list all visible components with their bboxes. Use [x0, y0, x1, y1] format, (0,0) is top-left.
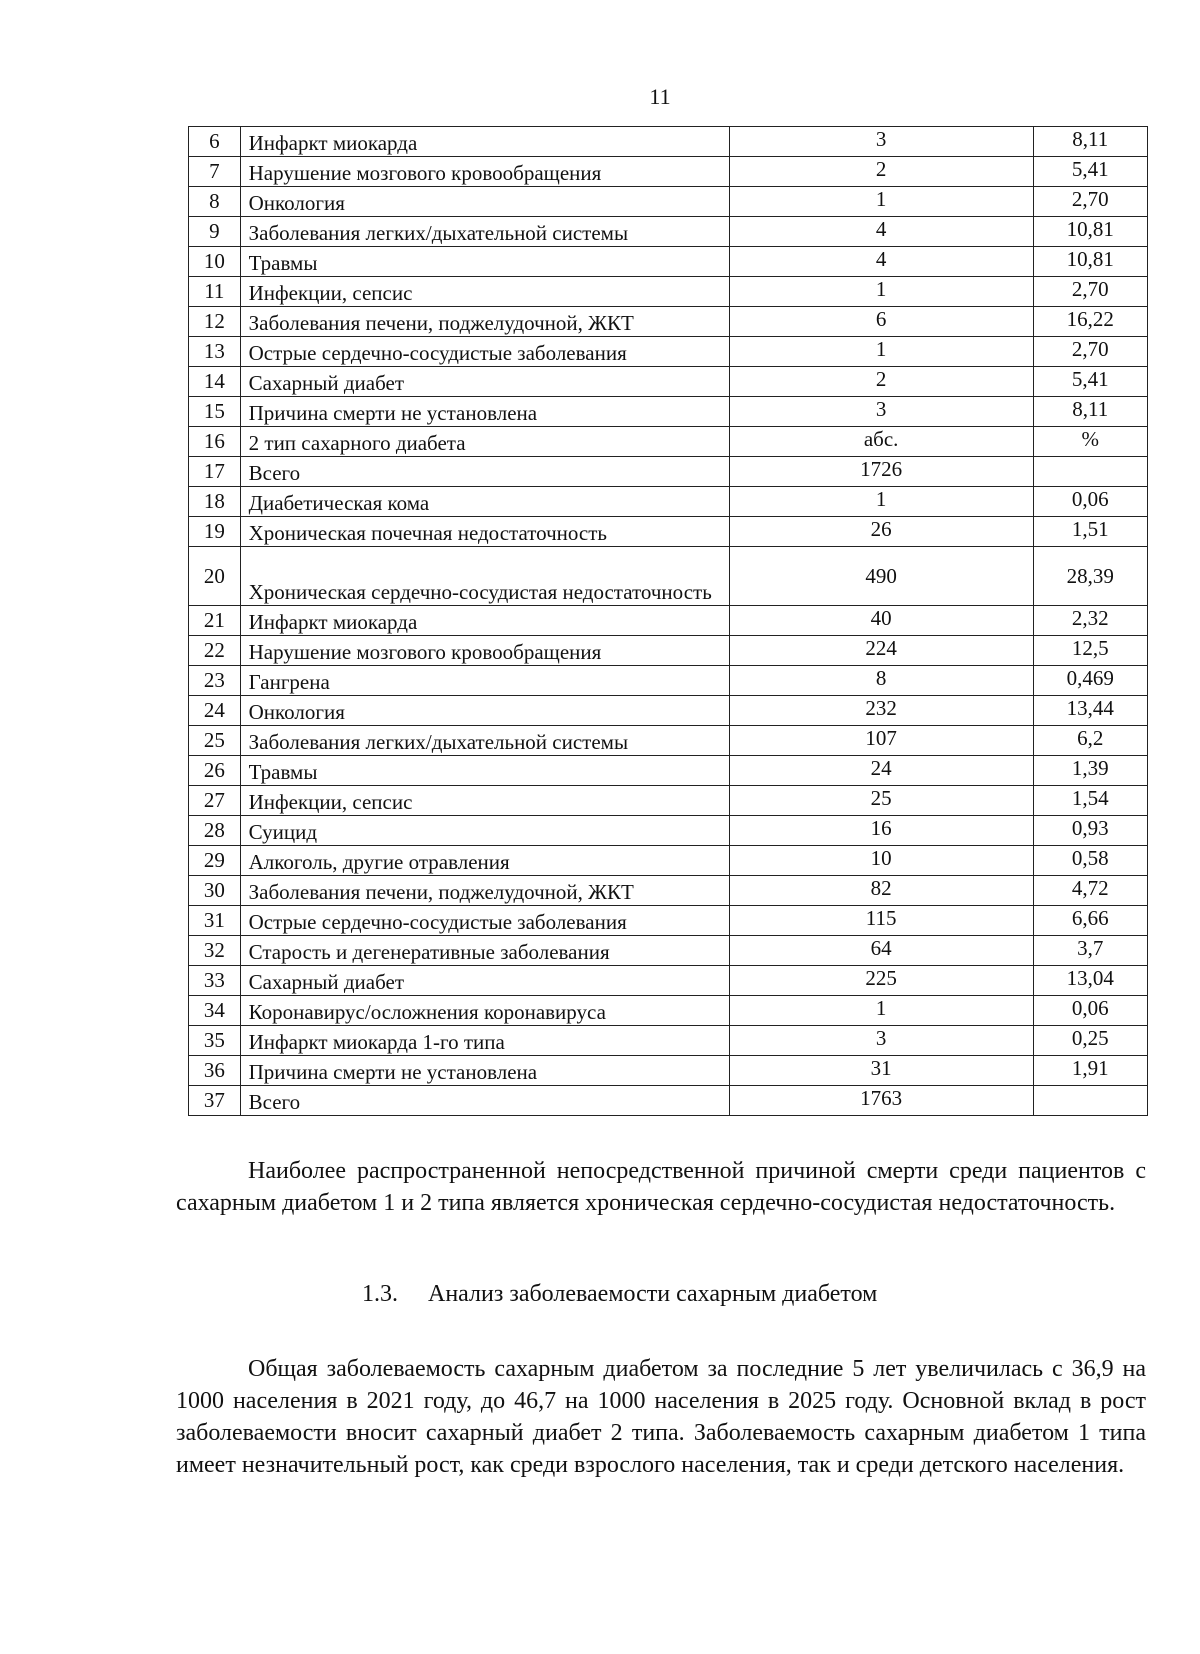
percent-value: 16,22 [1033, 307, 1147, 337]
absolute-value: 3 [729, 397, 1033, 427]
absolute-value: 64 [729, 936, 1033, 966]
table-row [189, 427, 1148, 457]
absolute-value: 225 [729, 966, 1033, 996]
row-number: 11 [189, 277, 241, 307]
absolute-value: 82 [729, 876, 1033, 906]
absolute-value: 16 [729, 816, 1033, 846]
cause-name: Коронавирус/осложнения коронавируса [240, 996, 729, 1026]
row-number: 17 [189, 457, 241, 487]
table-row [189, 277, 1148, 307]
row-number: 9 [189, 217, 241, 247]
cause-name: Острые сердечно-сосудистые заболевания [240, 906, 729, 936]
row-number: 31 [189, 906, 241, 936]
cause-name: Причина смерти не установлена [240, 397, 729, 427]
row-number: 23 [189, 666, 241, 696]
percent-value: 0,93 [1033, 816, 1147, 846]
cause-name: Травмы [240, 247, 729, 277]
cause-name: Старость и дегенеративные заболевания [240, 936, 729, 966]
table-row [189, 247, 1148, 277]
summary-paragraph: Наиболее распространенной непосредственной причиной смерти среди пациентов с сахарным диабетом 1 и 2 типа является хроническая сердечно-сосудистая недостаточность. [176, 1158, 1146, 1216]
percent-value: 10,81 [1033, 247, 1147, 277]
percent-value [1033, 1086, 1147, 1116]
row-number: 20 [189, 547, 241, 606]
absolute-value: 1 [729, 277, 1033, 307]
percent-value: 8,11 [1033, 127, 1147, 157]
table-row [189, 936, 1148, 966]
percent-value: 0,58 [1033, 846, 1147, 876]
row-number: 6 [189, 127, 241, 157]
cause-name: Заболевания легких/дыхательной системы [240, 217, 729, 247]
row-number: 16 [189, 427, 241, 457]
percent-value: 3,7 [1033, 936, 1147, 966]
cause-name: Инфаркт миокарда 1-го типа [240, 1026, 729, 1056]
absolute-value: 4 [729, 247, 1033, 277]
cause-name: Сахарный диабет [240, 966, 729, 996]
table-row [189, 996, 1148, 1026]
row-number: 8 [189, 187, 241, 217]
row-number: 7 [189, 157, 241, 187]
table-row [189, 756, 1148, 786]
table-row [189, 846, 1148, 876]
cause-name: Причина смерти не установлена [240, 1056, 729, 1086]
cause-name: Заболевания печени, поджелудочной, ЖКТ [240, 876, 729, 906]
cause-name: Заболевания печени, поджелудочной, ЖКТ [240, 307, 729, 337]
absolute-value: 2 [729, 367, 1033, 397]
table-row [189, 337, 1148, 367]
page-number: 11 [649, 84, 671, 109]
row-number: 19 [189, 517, 241, 547]
table-row [189, 217, 1148, 247]
table-row [189, 816, 1148, 846]
cause-name: Хроническая почечная недостаточность [240, 517, 729, 547]
percent-value: 1,54 [1033, 786, 1147, 816]
absolute-value: 10 [729, 846, 1033, 876]
absolute-value: 40 [729, 606, 1033, 636]
cause-name: Нарушение мозгового кровообращения [240, 157, 729, 187]
table-row [189, 1056, 1148, 1086]
table-row [189, 547, 1148, 606]
percent-value: 12,5 [1033, 636, 1147, 666]
table-row [189, 726, 1148, 756]
cause-name: 2 тип сахарного диабета [240, 427, 729, 457]
row-number: 24 [189, 696, 241, 726]
row-number: 22 [189, 636, 241, 666]
table-row [189, 367, 1148, 397]
absolute-value: 107 [729, 726, 1033, 756]
incidence-paragraph: Общая заболеваемость сахарным диабетом за последние 5 лет увеличилась с 36,9 на 1000 населения в 2021 году, до 46,7 на 1000 населения в 2025 году. Основной вклад в рост заболеваемости вносит сахарный диабет 2 типа. Заболеваемость сахарным диабетом 1 типа имеет незначительный рост, как среди взрослого населения, так и среди детского населения. [176, 1356, 1146, 1478]
cause-name: Инфаркт миокарда [240, 606, 729, 636]
cause-name: Онкология [240, 187, 729, 217]
table-row [189, 876, 1148, 906]
absolute-value: 6 [729, 307, 1033, 337]
table-row [189, 696, 1148, 726]
cause-name: Всего [240, 457, 729, 487]
percent-value: 1,51 [1033, 517, 1147, 547]
percent-value: 10,81 [1033, 217, 1147, 247]
absolute-value: 1726 [729, 457, 1033, 487]
percent-value: 5,41 [1033, 367, 1147, 397]
table-row [189, 1086, 1148, 1116]
percent-value: 1,39 [1033, 756, 1147, 786]
row-number: 18 [189, 487, 241, 517]
percent-value: 6,2 [1033, 726, 1147, 756]
table-row [189, 666, 1148, 696]
percent-value: 13,44 [1033, 696, 1147, 726]
absolute-value: 3 [729, 127, 1033, 157]
percent-value: 1,91 [1033, 1056, 1147, 1086]
percent-value: 2,70 [1033, 337, 1147, 367]
cause-name: Хроническая сердечно-сосудистая недостаточность [240, 547, 729, 606]
absolute-value: 232 [729, 696, 1033, 726]
section-number: 1.3. [362, 1281, 398, 1307]
row-number: 32 [189, 936, 241, 966]
cause-name: Алкоголь, другие отравления [240, 846, 729, 876]
section-title: Анализ заболеваемости сахарным диабетом [428, 1281, 878, 1307]
absolute-value: 26 [729, 517, 1033, 547]
absolute-value: 3 [729, 1026, 1033, 1056]
row-number: 30 [189, 876, 241, 906]
table-row [189, 636, 1148, 666]
row-number: 10 [189, 247, 241, 277]
table-row [189, 966, 1148, 996]
absolute-value: 490 [729, 547, 1033, 606]
table-row [189, 906, 1148, 936]
cause-name: Сахарный диабет [240, 367, 729, 397]
row-number: 33 [189, 966, 241, 996]
cause-name: Острые сердечно-сосудистые заболевания [240, 337, 729, 367]
cause-name: Диабетическая кома [240, 487, 729, 517]
causes-of-death-table [188, 126, 1148, 1116]
row-number: 14 [189, 367, 241, 397]
row-number: 21 [189, 606, 241, 636]
absolute-value: 24 [729, 756, 1033, 786]
percent-value: 0,06 [1033, 996, 1147, 1026]
table-row [189, 1026, 1148, 1056]
percent-value: 5,41 [1033, 157, 1147, 187]
row-number: 25 [189, 726, 241, 756]
table-row [189, 517, 1148, 547]
percent-value [1033, 457, 1147, 487]
percent-value: 0,06 [1033, 487, 1147, 517]
percent-value: 0,469 [1033, 666, 1147, 696]
absolute-value: 1 [729, 337, 1033, 367]
row-number: 36 [189, 1056, 241, 1086]
table-row [189, 786, 1148, 816]
section-heading [362, 1281, 877, 1308]
row-number: 37 [189, 1086, 241, 1116]
table-row [189, 487, 1148, 517]
cause-name: Инфаркт миокарда [240, 127, 729, 157]
absolute-value: 25 [729, 786, 1033, 816]
table-row [189, 157, 1148, 187]
cause-name: Заболевания легких/дыхательной системы [240, 726, 729, 756]
table-row [189, 457, 1148, 487]
absolute-value: 224 [729, 636, 1033, 666]
row-number: 27 [189, 786, 241, 816]
percent-value: 6,66 [1033, 906, 1147, 936]
percent-value: 8,11 [1033, 397, 1147, 427]
absolute-value: 1 [729, 996, 1033, 1026]
absolute-value: абс. [729, 427, 1033, 457]
cause-name: Всего [240, 1086, 729, 1116]
percent-value: 4,72 [1033, 876, 1147, 906]
table-row [189, 187, 1148, 217]
cause-name: Инфекции, сепсис [240, 786, 729, 816]
table-row [189, 606, 1148, 636]
cause-name: Онкология [240, 696, 729, 726]
row-number: 12 [189, 307, 241, 337]
table-row [189, 397, 1148, 427]
table-row [189, 307, 1148, 337]
percent-value: 13,04 [1033, 966, 1147, 996]
table-body [189, 127, 1148, 1116]
row-number: 29 [189, 846, 241, 876]
percent-value: 28,39 [1033, 547, 1147, 606]
absolute-value: 2 [729, 157, 1033, 187]
cause-name: Суицид [240, 816, 729, 846]
table-row [189, 127, 1148, 157]
cause-name: Инфекции, сепсис [240, 277, 729, 307]
row-number: 28 [189, 816, 241, 846]
absolute-value: 1 [729, 487, 1033, 517]
percent-value: 2,70 [1033, 277, 1147, 307]
absolute-value: 8 [729, 666, 1033, 696]
percent-value: 2,32 [1033, 606, 1147, 636]
row-number: 34 [189, 996, 241, 1026]
percent-value: 0,25 [1033, 1026, 1147, 1056]
absolute-value: 4 [729, 217, 1033, 247]
cause-name: Гангрена [240, 666, 729, 696]
absolute-value: 31 [729, 1056, 1033, 1086]
row-number: 26 [189, 756, 241, 786]
cause-name: Травмы [240, 756, 729, 786]
absolute-value: 1 [729, 187, 1033, 217]
absolute-value: 1763 [729, 1086, 1033, 1116]
row-number: 35 [189, 1026, 241, 1056]
row-number: 15 [189, 397, 241, 427]
absolute-value: 115 [729, 906, 1033, 936]
percent-value: 2,70 [1033, 187, 1147, 217]
cause-name: Нарушение мозгового кровообращения [240, 636, 729, 666]
row-number: 13 [189, 337, 241, 367]
percent-value: % [1033, 427, 1147, 457]
